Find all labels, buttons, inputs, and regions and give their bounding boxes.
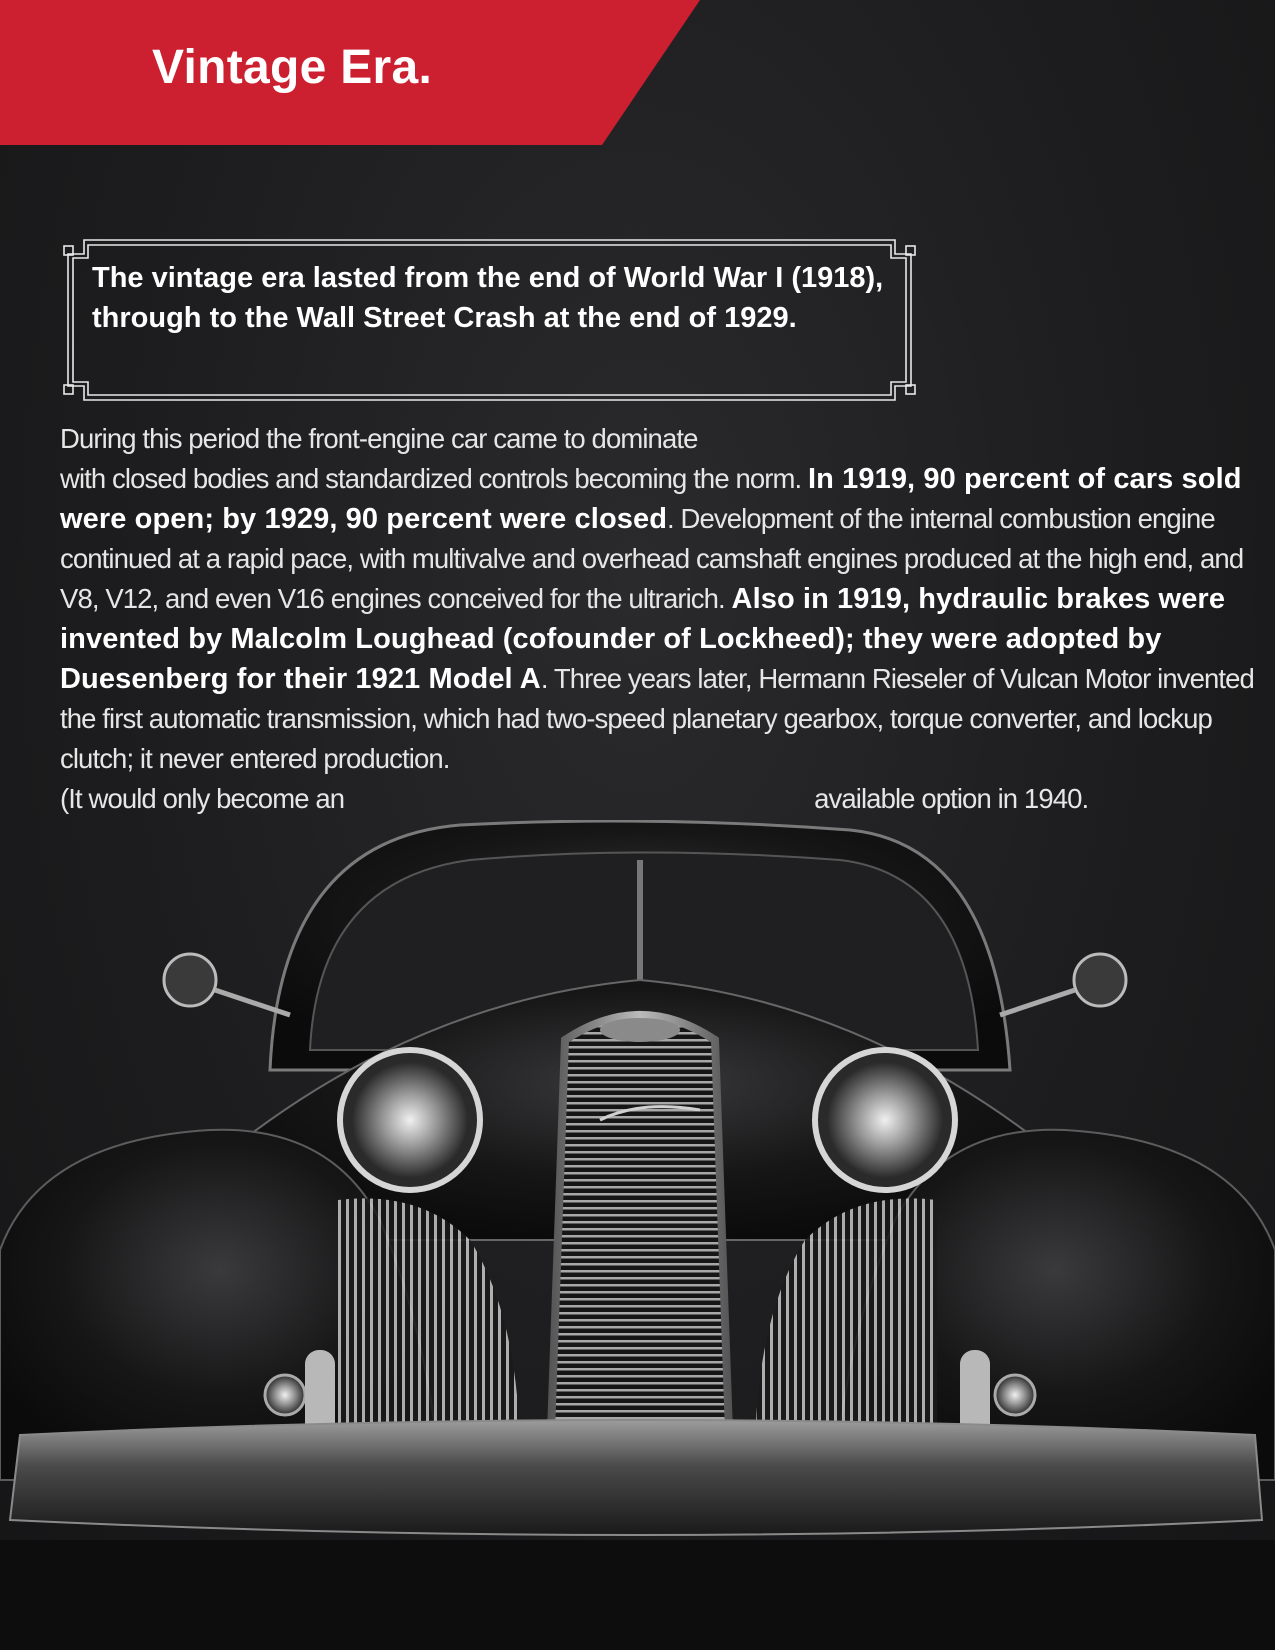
body-text-4: . Three years later, Hermann Rieseler of Vulcan Motor invented the first automatic transmission, which had two-speed planetary gearbox, torque converter, and lockup clutch; it never entered production. xyxy=(60,663,1254,774)
body-text-2: with closed bodies and standardized controls becoming the norm. xyxy=(60,463,808,494)
body-text-3: . Development of the internal combustion engine continued at a rapid pace, with multivalve and overhead camshaft engines produced at the high end, and V8, V12, and even V16 engines conceived for the ultrarich. xyxy=(60,503,1244,614)
vintage-car-image xyxy=(0,820,1275,1650)
body-paragraph xyxy=(60,419,1270,819)
callout-text: The vintage era lasted from the end of World War I (1918), through to the Wall Street Crash at the end of 1929. xyxy=(92,262,884,334)
body-text-5: (It would only become an xyxy=(60,783,345,814)
body-text-6: available option in 1940. xyxy=(814,783,1089,814)
body-highlight-1: In 1919, 90 percent of cars sold were open; by 1929, 90 percent were closed xyxy=(60,463,1242,535)
body-text-1: During this period the front-engine car came to dominate xyxy=(60,423,698,454)
page-title: Vintage Era. xyxy=(152,41,433,94)
body-highlight-2: Also in 1919, hydraulic brakes were invented by Malcolm Loughead (cofounder of Lockheed); they were adopted by Duesenberg for their 1921 Model A xyxy=(60,583,1226,695)
callout-box xyxy=(62,236,917,404)
